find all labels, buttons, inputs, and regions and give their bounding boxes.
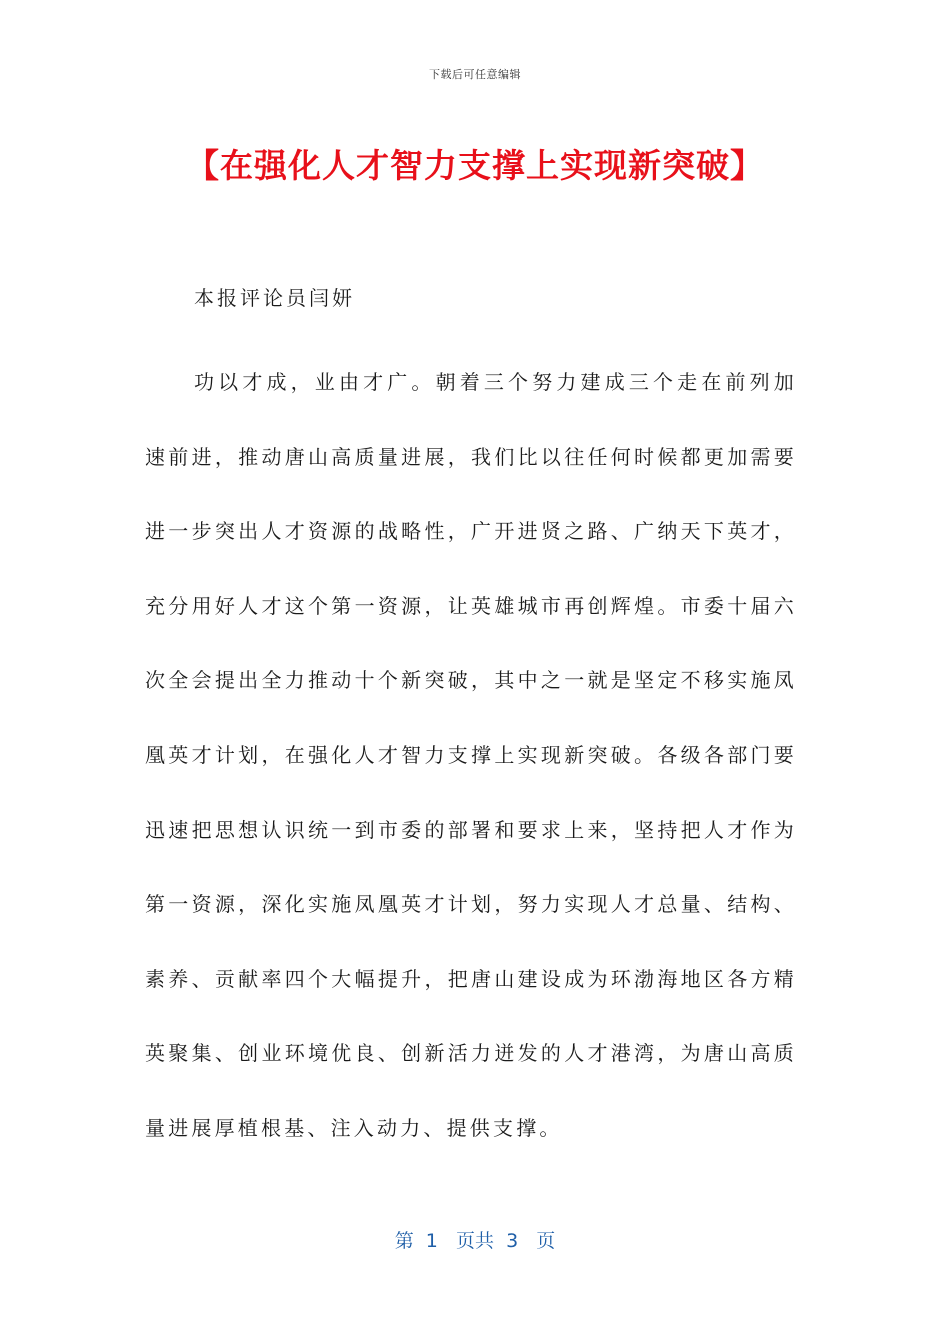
body-paragraph: 功以才成，业由才广。朝着三个努力建成三个走在前列加速前进，推动唐山高质量进展，我们比以往任何时候都更加需要进一步突出人才资源的战略性，广开进贤之路、广纳天下英才，充分用好人才这个第一资源，让英雄城市再创辉煌。市委十届六次全会提出全力推动十个新突破，其中之一就是坚定不移实施凤凰英才计划，在强化人才智力支撑上实现新突破。各级各部门要迅速把思想认识统一到市委的部署和要求上来，坚持把人才作为第一资源，深化实施凤凰英才计划，努力实现人才总量、结构、素养、贡献率四个大幅提升，把唐山建设成为环渤海地区各方精英聚集、创业环境优良、创新活力迸发的人才港湾，为唐山高质量进展厚植根基、注入动力、提供支撑。 — [145, 370, 797, 1140]
document-title: 【在强化人才智力支撑上实现新突破】 — [186, 146, 764, 185]
page-number: 第 1 页共 3 页 — [394, 1230, 556, 1252]
header-note: 下载后可任意编辑 — [429, 68, 521, 81]
byline: 本报评论员闫妍 — [194, 286, 355, 310]
